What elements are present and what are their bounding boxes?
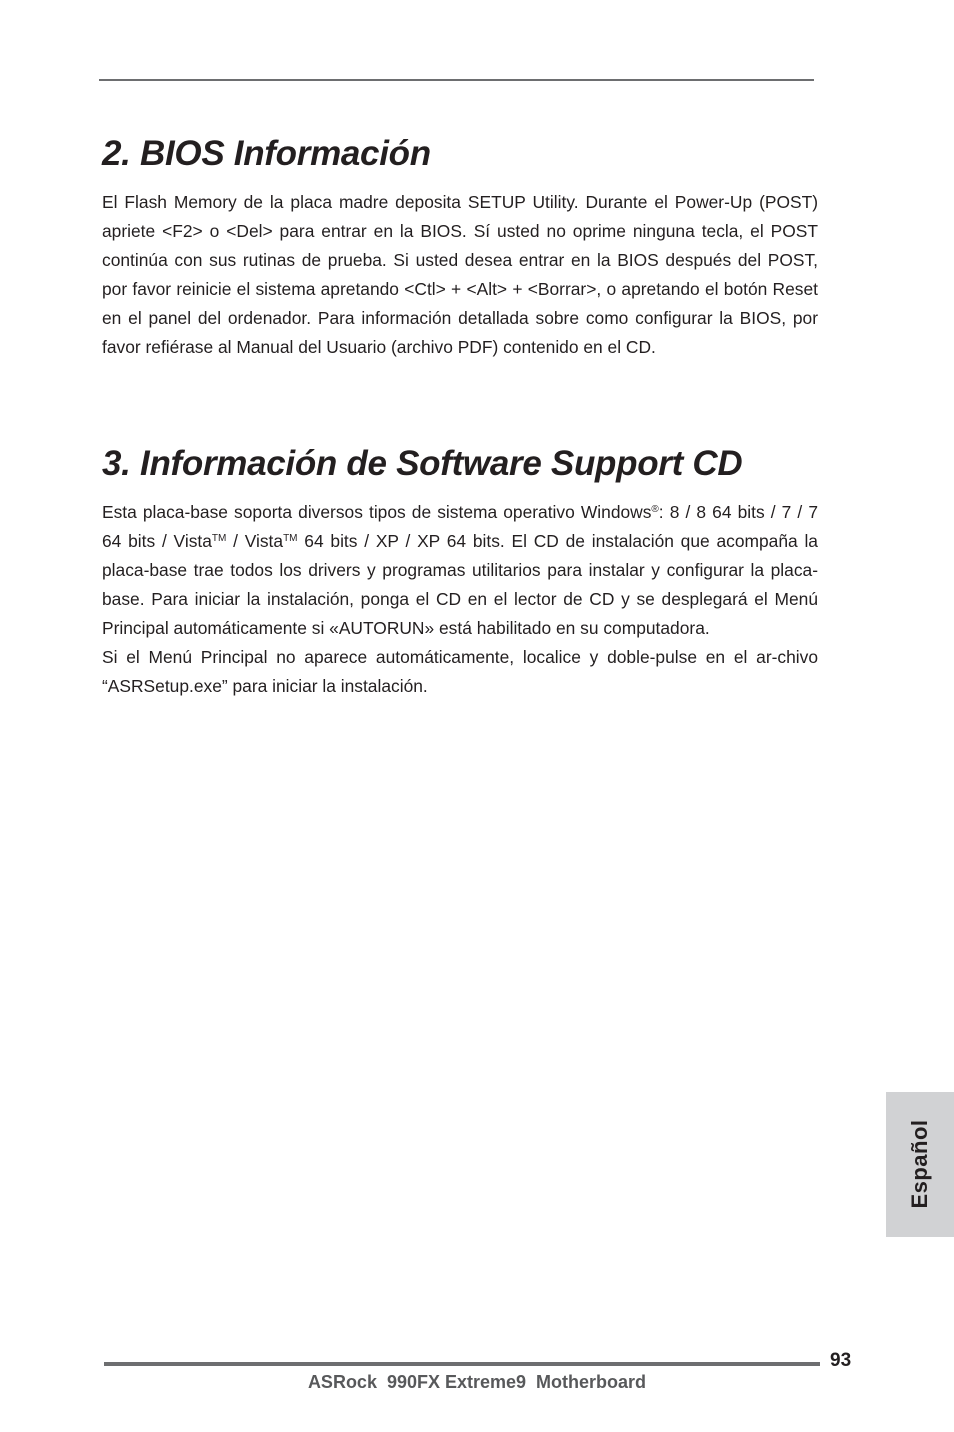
text-run: 64 bits / XP / XP 64 bits. El CD de instalación que acompaña la placa-base trae todos los drivers y programas utilitarios para instalar y configurar la placa-base. Para iniciar la instalación, ponga el CD en el lector de CD y se desplegará el Menú Principal automáticamente si «AUTORUN» está habilitado en su computadora. [102,531,818,638]
page-number: 93 [830,1350,852,1371]
text-run: Esta placa-base soporta diversos tipos de sistema operativo Windows [102,502,652,522]
text-run: / Vista [226,531,284,551]
bios-paragraph: El Flash Memory de la placa madre deposita SETUP Utility. Durante el Power-Up (POST) apriete <F2> o <Del> para entrar en la BIOS. Sí usted no oprime ninguna tecla, el POST continúa con sus rutinas de prueba. Si usted desea entrar en la BIOS después del POST, por favor reinicie el sistema apretando <Ctl> + <Alt> + <Borrar>, o apretando el botón Reset en el panel del ordenador. Para información detallada sobre como configurar la BIOS, por favor refiérase al Manual del Usuario (archivo PDF) contenido en el CD. [102,192,818,357]
language-tab [886,1092,954,1237]
text-run: : 8 / 8 64 bits / 7 / 7 64 bits / Vista [102,502,819,551]
top-rule [99,79,814,81]
software-paragraph-1 [102,498,818,643]
section-software-cd [102,442,818,701]
trademark-mark: TM [211,533,227,544]
footer-rule [104,1362,820,1366]
registered-mark: ® [651,504,659,515]
trademark-mark: TM [283,533,298,544]
language-label: Español [907,1119,932,1209]
footer-title: ASRock 990FX Extreme9 Motherboard [307,1372,647,1392]
section-bios-info [102,132,818,362]
section-title-software: 3. Información de Software Support CD [102,444,743,483]
software-paragraph-2: Si el Menú Principal no aparece automáticamente, localice y doble-pulse en el ar-chivo “ASRSetup.exe” para iniciar la instalación. [102,647,818,696]
section-title-bios: 2. BIOS Información [102,134,431,173]
